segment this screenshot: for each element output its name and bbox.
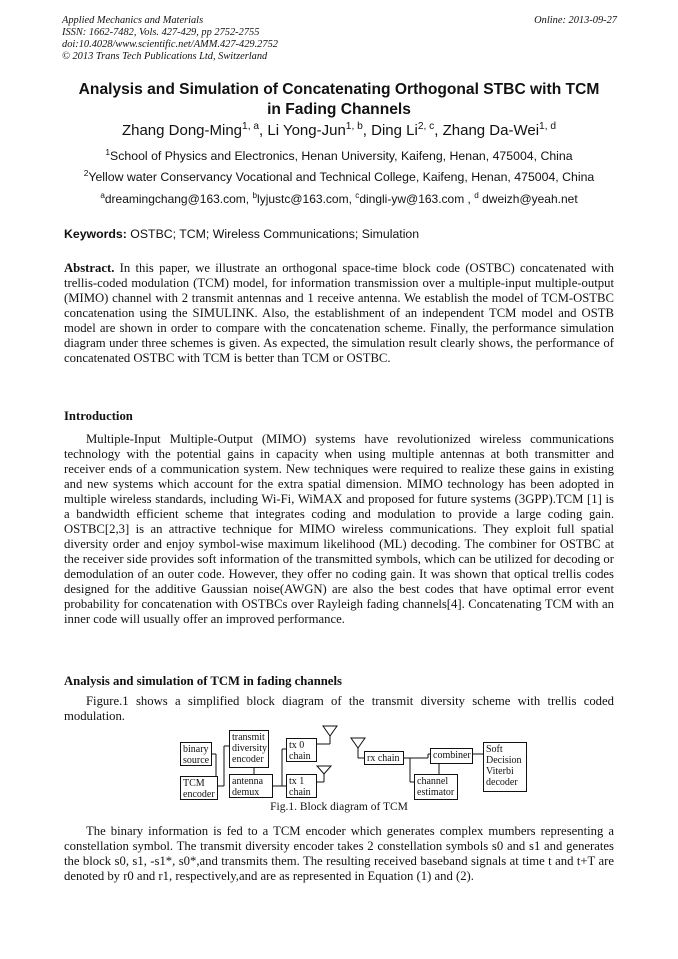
author: Li Yong-Jun$^{1, b}$,	[267, 121, 372, 139]
affiliation-1: $^1$School of Physics and Electronics, Henan University, Kaifeng, Henan, 475004, China	[105, 146, 573, 163]
introduction-heading: Introduction	[64, 409, 133, 423]
block-antenna-demux: antenna demux	[229, 774, 273, 798]
introduction-text: Multiple-Input Multiple-Output (MIMO) systems have revolutionized wireless communications technology with the potential gains in capacity when using multiple antennas at both transmitter and receiver ends of a communication system. New techniques were required to realize these gains in existing and new systems which account for the extra spatial dimension. MIMO technology has been adopted in multiple wireless standards, including Wi-Fi, WiMAX and proposed for future systems (3GPP).TCM [1] is a bandwidth efficient scheme that integrates coding and modulation to provide a large coding gain. OSTBC[2,3] is an attractive technique for MIMO wireless communications. They exploit full spatial diversity order and enjoy symbol-wise maximum likelihood (ML) decoding. The combiner for OSTBC at the receiver side provides soft information of the transmitted symbols, which can be utilized for decoding or demodulation of an outer code. However, they offer no coding gain. It was shown that optical trellis codes designed for the additive Gaussian noise(AWGN) are also the best codes that have optimal error event probability for concatenation with OSTBCs over Rayleigh fading channels[4]. Concatenating TCM with an inner code will usually offer an improved performance.	[64, 432, 614, 626]
title-line-2: in Fading Channels	[267, 101, 411, 118]
block-tx0-chain: tx 0 chain	[286, 738, 317, 762]
author: Zhang Dong-Ming$^{1, a}$,	[121, 121, 268, 139]
tcm-block-diagram	[178, 724, 532, 808]
issn-line: ISSN: 1662-7482, Vols. 427-429, pp 2752-2755	[62, 27, 260, 38]
block-rx-chain: rx chain	[364, 751, 404, 765]
title-line-1: Analysis and Simulation of Concatenating Orthogonal STBC with TCM	[78, 81, 600, 98]
keywords	[64, 227, 620, 241]
block-tx1-chain: tx 1 chain	[286, 774, 317, 798]
block-binary-source: binary source	[180, 742, 212, 766]
abstract-label: Abstract.	[64, 261, 115, 275]
paper-title	[60, 80, 618, 120]
journal-header	[62, 15, 617, 63]
keywords-label: Keywords:	[64, 227, 127, 241]
doi-line: doi:10.4028/www.scientific.net/AMM.427-429.2752	[62, 39, 278, 50]
author-list	[60, 122, 618, 140]
figure-caption: Fig.1. Block diagram of TCM	[270, 801, 408, 813]
block-transmit-diversity-encoder: transmit diversity encoder	[229, 730, 269, 768]
section2-heading: Analysis and simulation of TCM in fading channels	[64, 674, 342, 688]
copyright-line: © 2013 Trans Tech Publications Ltd, Switzerland	[62, 51, 268, 62]
online-date: Online: 2013-09-27	[534, 15, 617, 26]
block-viterbi-decoder: Soft Decision Viterbi decoder	[483, 742, 527, 792]
author-emails: $^a$dreamingchang@163.com, $^b$lyjustc@163.com, $^c$dingli-yw@163.com , $^d$ dweizh@yeah.net	[100, 191, 578, 206]
abstract-text: In this paper, we illustrate an orthogonal space-time block code (OSTBC) concatenated with trellis-coded modulation (TCM) model, for information transmission over a multiple-input multiple-output (MIMO) channel with 2 transmit antennas and 1 receive antenna. We establish the model of TCM-OSTBC concatenation using the SIMULINK. Also, the establishment of an independent TCM model and OSTB model are shown in order to compare with the concatenation scheme. Finally, the performance simulation diagram under three schemes is given. As expected, the simulation result clearly shows, the performance of concatenated OSTBC with TCM is better than TCM or OSTBC.	[64, 261, 614, 365]
author: Ding Li$^{2, c}$,	[371, 121, 443, 139]
section2-body-text: The binary information is fed to a TCM encoder which generates complex mumbers representing a constellation symbol. The transmit diversity encoder takes 2 constellation symbols s0 and s1 and generates the block s0, s1, -s1*, s0*,and transmits them. The resulting received baseband signals at time t and t+T are denoted by r0 and r1, respectively,and are as represented in Equation (1) and (2).	[64, 824, 614, 883]
section2-intro-text: Figure.1 shows a simplified block diagram of the transmit diversity scheme with trellis coded modulation.	[64, 694, 614, 723]
block-combiner: combiner	[430, 748, 473, 764]
block-channel-estimator: channel estimator	[414, 774, 458, 800]
abstract	[64, 261, 614, 366]
journal-name: Applied Mechanics and Materials	[62, 15, 204, 26]
author: Zhang Da-Wei$^{1, d}$	[442, 121, 557, 139]
block-tcm-encoder: TCM encoder	[180, 776, 218, 800]
keywords-text: OSTBC; TCM; Wireless Communications; Simulation	[126, 227, 420, 241]
affiliation-2: $^2$Yellow water Conservancy Vocational and Technical College, Kaifeng, Henan, 475004, China	[83, 167, 595, 184]
